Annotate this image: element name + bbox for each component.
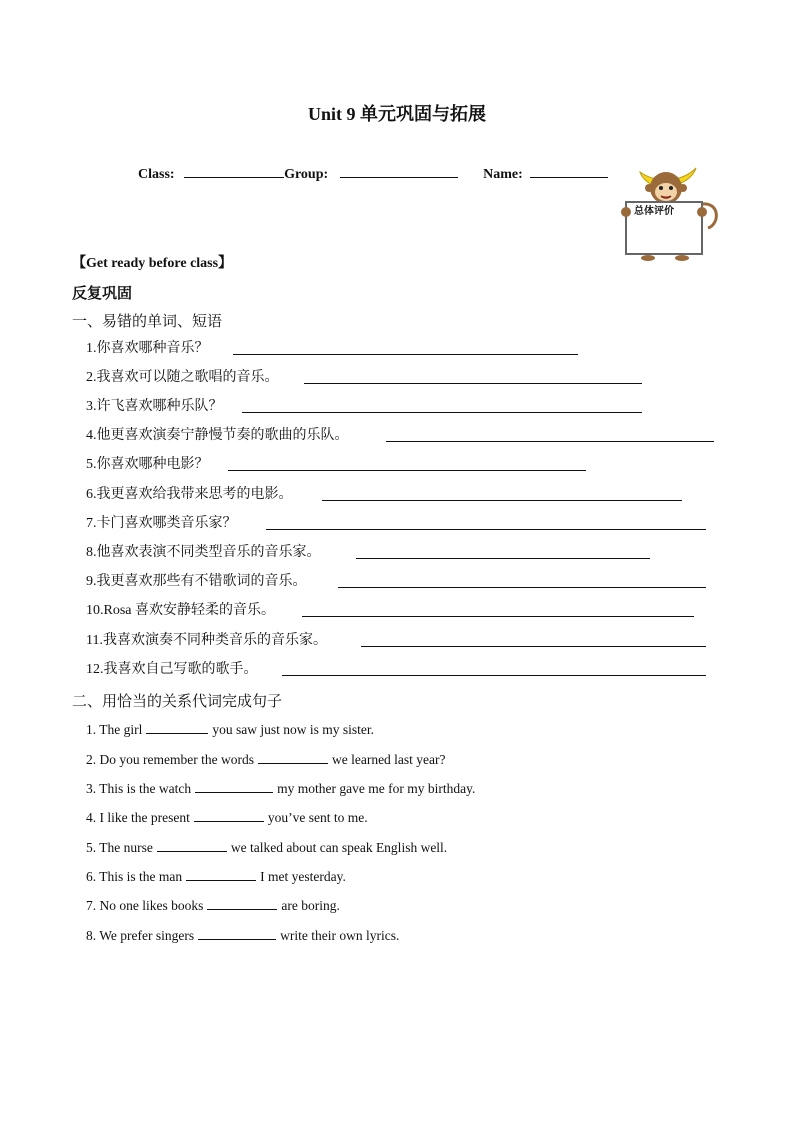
vocab-question <box>86 455 209 475</box>
sentence-before: 8. We prefer singers <box>86 928 195 943</box>
sentence-after: you saw just now is my sister. <box>212 722 375 737</box>
sentence-item <box>86 838 447 858</box>
sentence-before: 4. I like the present <box>86 810 190 825</box>
name-label: Name: <box>483 167 523 182</box>
answer-line[interactable] <box>282 675 706 676</box>
review-heading: 反复巩固 <box>72 286 133 302</box>
part2-heading: 二、用恰当的关系代词完成句子 <box>72 694 283 710</box>
vocab-question <box>86 543 321 563</box>
vocab-question <box>86 631 327 651</box>
vocab-question <box>86 660 258 680</box>
answer-blank[interactable] <box>146 720 208 734</box>
answer-line[interactable] <box>356 558 650 559</box>
question-text: 9.我更喜欢那些有不错歌词的音乐。 <box>86 574 307 589</box>
vocab-question <box>86 339 209 359</box>
question-text: 3.许飞喜欢哪种乐队？ <box>86 399 223 414</box>
vocab-question <box>86 368 279 388</box>
part1-heading: 一、易错的单词、短语 <box>72 314 223 330</box>
sentence-item <box>86 808 368 828</box>
answer-blank[interactable] <box>198 926 276 940</box>
page-title: Unit 9 单元巩固与拓展 <box>307 104 486 124</box>
sentence-before: 5. The nurse <box>86 840 153 855</box>
vocab-question <box>86 485 293 505</box>
class-label: Class: <box>138 167 175 182</box>
sentence-item <box>86 750 446 770</box>
question-text: 10.Rosa 喜欢安静轻柔的音乐。 <box>86 603 275 618</box>
sentence-after: we talked about can speak English well. <box>230 840 448 855</box>
question-text: 7.卡门喜欢哪类音乐家？ <box>86 516 237 531</box>
question-text: 11.我喜欢演奏不同种类音乐的音乐家。 <box>86 633 327 648</box>
question-text: 1.你喜欢哪种音乐？ <box>86 341 209 356</box>
sentence-after: you’ve sent to me. <box>267 810 368 825</box>
group-blank[interactable] <box>340 163 458 178</box>
sentence-after: I met yesterday. <box>260 869 346 884</box>
answer-line[interactable] <box>386 441 714 442</box>
answer-line[interactable] <box>304 383 642 384</box>
answer-line[interactable] <box>233 354 578 355</box>
monkey-holding-sign-icon <box>612 162 722 262</box>
sentence-before: 2. Do you remember the words <box>86 752 254 767</box>
name-blank[interactable] <box>530 163 608 178</box>
sentence-before: 6. This is the man <box>86 869 183 884</box>
answer-blank[interactable] <box>194 808 264 822</box>
answer-line[interactable] <box>338 587 706 588</box>
vocab-question <box>86 514 237 534</box>
sentence-item <box>86 926 399 946</box>
student-info-row <box>138 163 608 183</box>
answer-line[interactable] <box>228 470 586 471</box>
badge-text: 总体评价 <box>634 206 674 217</box>
vocab-question <box>86 572 307 592</box>
sentence-before: 3. This is the watch <box>86 781 192 796</box>
answer-blank[interactable] <box>195 779 273 793</box>
answer-line[interactable] <box>322 500 682 501</box>
question-text: 8.他喜欢表演不同类型音乐的音乐家。 <box>86 545 321 560</box>
vocab-question <box>86 601 275 621</box>
answer-line[interactable] <box>242 412 642 413</box>
answer-blank[interactable] <box>258 750 328 764</box>
answer-line[interactable] <box>302 616 694 617</box>
group-label: Group: <box>284 167 329 182</box>
sentence-before: 7. No one likes books <box>86 898 204 913</box>
sentence-after: write their own lyrics. <box>280 928 400 943</box>
answer-line[interactable] <box>361 646 706 647</box>
sentence-item <box>86 779 475 799</box>
question-text: 5.你喜欢哪种电影？ <box>86 457 209 472</box>
sentence-item <box>86 896 340 916</box>
sentence-item <box>86 720 374 740</box>
sentence-before: 1. The girl <box>86 722 143 737</box>
answer-blank[interactable] <box>157 838 227 852</box>
question-text: 6.我更喜欢给我带来思考的电影。 <box>86 487 293 502</box>
vocab-question <box>86 426 349 446</box>
answer-blank[interactable] <box>207 896 277 910</box>
section-heading-before-class: 【Get ready before class】 <box>72 256 233 271</box>
question-text: 4.他更喜欢演奏宁静慢节奏的歌曲的乐队。 <box>86 428 349 443</box>
sentence-item <box>86 867 346 887</box>
vocab-question <box>86 397 223 417</box>
question-text: 12.我喜欢自己写歌的歌手。 <box>86 662 258 677</box>
sentence-after: my mother gave me for my birthday. <box>277 781 476 796</box>
sentence-after: we learned last year? <box>331 752 446 767</box>
sentence-after: are boring. <box>281 898 340 913</box>
question-text: 2.我喜欢可以随之歌唱的音乐。 <box>86 370 279 385</box>
answer-blank[interactable] <box>186 867 256 881</box>
class-blank[interactable] <box>184 163 284 178</box>
answer-line[interactable] <box>266 529 706 530</box>
